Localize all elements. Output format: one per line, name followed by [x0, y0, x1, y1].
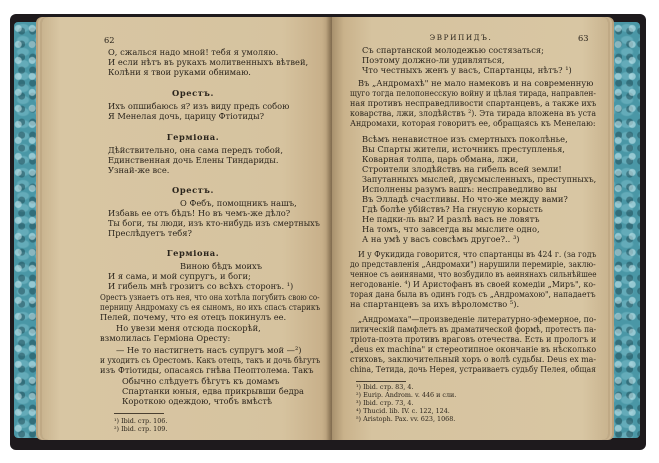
text-line: торая дана была въ одинъ годъ съ „Андромахою", нападаетъ — [350, 289, 596, 299]
text-line: Колѣни я твои руками обнимаю. — [108, 67, 251, 77]
text-line: Съ спартанской молодежью состязаться; — [362, 45, 544, 55]
verse-line: Гдѣ болѣе убійствъ? На гнусную корысть — [362, 204, 543, 214]
text-line: Я Менелая дочь, царицу Фтіотиды? — [108, 111, 265, 121]
text-line: негодованіе. ⁴) И Аристофанъ въ своей комедіи „Миръ", ко- — [350, 279, 596, 289]
text-line: перницу Андромаху съ ея сыномъ, но ихъ спасъ старикъ — [100, 302, 321, 312]
footnote: ¹) Ibid. стр. 106. — [114, 417, 168, 425]
footnote-rule — [356, 381, 406, 382]
text-line: Узнай-же все. — [108, 165, 170, 175]
verse-line: Вы Спарты жители, источникъ преступленья, — [362, 144, 565, 154]
text-line: china, Тетида, дочь Нерея, устраиваетъ судьбу Пелея, общая — [350, 364, 596, 374]
text-line: Обычно слѣдуетъ бѣгутъ къ домамъ — [122, 376, 280, 386]
verse-line: Всѣмъ ненавистное изъ смертныхъ поколѣнье, — [362, 134, 568, 144]
text-line: Пелей, почему, что ея отецъ покинулъ ее. — [100, 312, 287, 322]
text-line: на спартанцевъ за ихъ вѣроломство ⁵). — [350, 299, 520, 309]
text-line: Что честныхъ женъ у васъ, Спартанцы, нѣтъ? ¹) — [362, 65, 572, 75]
footnote: ⁵) Aristoph. Pax. vv. 623, 1068. — [356, 415, 456, 423]
verse-line: Исполнены разумъ вашъ: несправедливо вы — [362, 184, 557, 194]
verse-line: А на умѣ у васъ совсѣмъ другое?.. ³) — [362, 234, 520, 244]
text-line: Единственная дочь Елены Тиндариды. — [108, 155, 279, 165]
speaker-name: Герміона. — [166, 132, 220, 142]
running-head: ЭВРИПИДЪ. — [429, 33, 493, 42]
speaker-name: Герміона. — [166, 248, 220, 258]
text-line: „deus ex machina" и стереотипное окончаніе въ нѣсколько — [350, 344, 597, 354]
text-line: „Андромаха"—произведеніе литературно-эфемерное, по- — [358, 314, 597, 324]
right-page-number: 63 — [578, 33, 589, 43]
verse-line: Строители злодѣйствъ на гибель всей земли! — [362, 164, 562, 174]
right-page — [332, 17, 608, 440]
text-line: щуго тогда пелопонесскую войну и цѣлая тирада, направлен- — [350, 88, 596, 98]
speaker-name: Орестъ. — [172, 185, 214, 195]
text-line: до представленія „Андромахи") нарушили перемиріе, заклю- — [350, 259, 596, 269]
text-line: Преслѣдуетъ тебя? — [108, 228, 192, 238]
verse-line: Коварная толпа, царь обмана, лжи, — [362, 154, 519, 164]
text-line: Андромахи, которая говоритъ ее, обращаясь къ Менелаю: — [350, 118, 596, 128]
verse-line: Въ Элладѣ счастливы. Но что-же между вами? — [362, 194, 568, 204]
text-line: Но увези меня отсюда поскорѣй, — [116, 323, 261, 333]
text-line: Виною бѣдъ моихъ — [180, 261, 262, 271]
text-line: литическій памфлетъ въ драматической формѣ, протестъ па- — [350, 324, 597, 334]
text-line: ченное съ аѳинянами, что возбудило въ аѳинянахъ сильнѣйшее — [350, 269, 597, 279]
text-line: Дѣйствительно, она сама передъ тобой, — [108, 145, 283, 155]
footnote: ³) Ibid. стр. 73, 4. — [356, 399, 414, 407]
footnote: ²) Ibid. стр. 109. — [114, 425, 168, 433]
speaker-name: Орестъ. — [172, 88, 214, 98]
footnote: ²) Eurip. Androm. v. 446 и сли. — [356, 391, 457, 399]
left-page — [42, 17, 332, 440]
text-line: Поэтому должно-ли удивляться, — [362, 55, 505, 65]
footnote: ⁴) Thucid. lib. IV. c. 122, 124. — [356, 407, 450, 415]
text-line: Короткою одеждою, чтобъ вмѣстѣ — [122, 396, 272, 406]
text-line: и уходитъ съ Орестомъ. Какъ отецъ, такъ и дочь бѣгутъ — [100, 355, 321, 365]
verse-line: На томъ, что завсегда вы мыслите одно, — [362, 224, 540, 234]
text-line: Орестъ узнаетъ отъ нея, что она хотѣла погубить свою со- — [100, 292, 320, 302]
verse-line: Запутанныхъ мыслей, двусмысленныхъ, преступныхъ, — [362, 174, 597, 184]
text-line: взмолилась Гермiона Оресту: — [100, 333, 231, 343]
text-line: — Не то настигнетъ насъ супругъ мой —²) — [116, 345, 302, 355]
text-line: Спартанки юныя, едва прикрывши бедра — [122, 386, 304, 396]
text-line: И если нѣтъ въ рукахъ молитвенныхъ вѣтвей, — [108, 57, 309, 67]
text-line: И у Фукидида говорится, что спартанцы въ 424 г. (за годъ — [358, 249, 597, 259]
footnote-rule — [114, 413, 164, 414]
text-line: стиховъ, заключительный хоръ о волѣ судьбы. Deus ex ma- — [350, 354, 597, 364]
verse-line: Не падки-ль вы? И разлѣ васъ не ловятъ — [362, 214, 540, 224]
text-line: О Фебъ, помощникъ нашъ, — [180, 198, 297, 208]
text-line: О, сжалься надо мной! тебя я умоляю. — [108, 47, 279, 57]
text-line: И я сама, и мой супругъ, и боги; — [108, 271, 251, 281]
text-line: Избавь ее отъ бѣдъ! Но въ чемъ-же дѣло? — [108, 208, 291, 218]
left-page-number: 62 — [104, 35, 115, 45]
text-line: Ты боги, ты люди, изъ кто-нибудь изъ смертныхъ — [108, 218, 320, 228]
text-line: Ихъ опшибаюсь я? изъ виду предъ собою — [108, 101, 290, 111]
footnote: ¹) Ibid. стр. 83, 4. — [356, 383, 414, 391]
text-line: Въ „Андромахѣ" не мало намековъ и на современную — [358, 78, 594, 88]
text-line: изъ Фтіотиды, опасаясь гнѣва Пеоптолема. Такъ — [100, 365, 314, 375]
text-line: коварства, лжи, злодѣйствъ ²). Эта тирада вложена въ уста — [350, 108, 597, 118]
text-line: тріота-поэта противъ враговъ отечества. Есть и прологъ и — [350, 334, 597, 344]
text-line: И гибель мнѣ грозитъ со всѣхъ сторонъ. ¹) — [108, 281, 294, 291]
text-line: ная противъ несправедливости спартанцевъ, а также ихъ — [350, 98, 597, 108]
